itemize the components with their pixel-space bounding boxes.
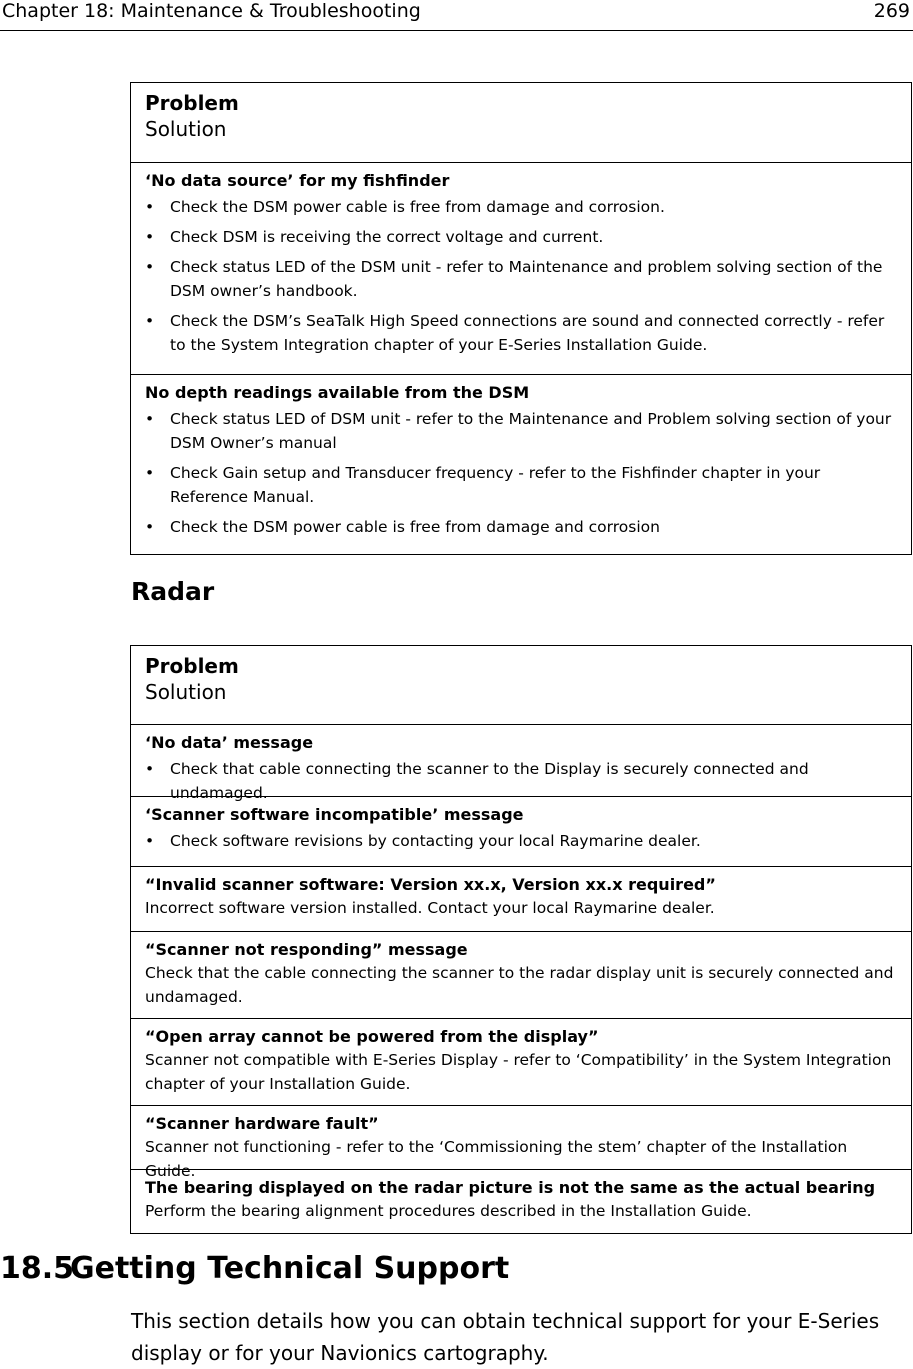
- problem-title: ‘Scanner software incompatible’ message: [145, 805, 524, 824]
- table-row: [131, 162, 911, 374]
- problem-title: “Scanner not responding” message: [145, 940, 468, 959]
- section-number: 18.5: [0, 1251, 75, 1286]
- problem-title: ‘No data’ message: [145, 733, 314, 752]
- table-row: [131, 1169, 911, 1233]
- table-row: [131, 796, 911, 866]
- problem-title: The bearing displayed on the radar picture is not the same as the actual bearing: [145, 1178, 876, 1197]
- page-number: 269: [873, 0, 910, 22]
- table-row: [131, 1105, 911, 1180]
- bullet-icon: •: [145, 198, 155, 216]
- solution-text: Perform the bearing alignment procedures described in the Installation Guide.: [145, 1202, 752, 1220]
- bullet-icon: •: [145, 312, 155, 330]
- solution-list: [145, 407, 897, 539]
- list-item: • Check status LED of the DSM unit - refer to Maintenance and problem solving section of the DSM owner’s handbook.: [145, 255, 897, 303]
- bullet-icon: •: [145, 518, 155, 536]
- column-header-problem: Problem: [145, 91, 239, 115]
- problem-title: No depth readings available from the DSM: [145, 383, 530, 402]
- list-item: • Check Gain setup and Transducer frequency - refer to the Fishfinder chapter in your Reference Manual.: [145, 461, 897, 509]
- table-row: [131, 866, 911, 931]
- list-item: • Check the DSM power cable is free from damage and corrosion: [145, 515, 897, 539]
- solution-list: [145, 195, 897, 357]
- list-item: • Check the DSM’s SeaTalk High Speed connections are sound and connected correctly - refer to the System Integration chapter of your E-Series Installation Guide.: [145, 309, 897, 357]
- bullet-icon: •: [145, 760, 155, 778]
- table-row: [131, 931, 911, 1018]
- bullet-icon: •: [145, 410, 155, 428]
- table-header-row: [131, 646, 911, 724]
- chapter-title: Chapter 18: Maintenance & Troubleshooting: [2, 0, 421, 22]
- problem-title: “Invalid scanner software: Version xx.x, Version xx.x required”: [145, 875, 716, 894]
- column-header-solution: Solution: [145, 117, 227, 141]
- bullet-icon: •: [145, 258, 155, 276]
- solution-text: Incorrect software version installed. Contact your local Raymarine dealer.: [145, 899, 715, 917]
- section-title: Getting Technical Support: [70, 1251, 510, 1286]
- table-header-row: [131, 83, 911, 162]
- radar-heading: Radar: [131, 577, 215, 606]
- radar-troubleshooting-table: [130, 645, 912, 1234]
- table-row: [131, 724, 911, 802]
- column-header-solution: Solution: [145, 680, 227, 704]
- list-item: • Check the DSM power cable is free from damage and corrosion.: [145, 195, 897, 219]
- problem-title: “Open array cannot be powered from the display”: [145, 1027, 599, 1046]
- problem-title: ‘No data source’ for my fishfinder: [145, 171, 450, 190]
- solution-list: [145, 829, 897, 853]
- table-row: [131, 1018, 911, 1105]
- list-item: • Check status LED of DSM unit - refer to the Maintenance and Problem solving section of your DSM Owner’s manual: [145, 407, 897, 455]
- section-heading: [0, 1251, 509, 1286]
- column-header-problem: Problem: [145, 654, 239, 678]
- fishfinder-troubleshooting-table: [130, 82, 912, 555]
- solution-text: Scanner not compatible with E-Series Display - refer to ‘Compatibility’ in the System Integration chapter of your Installation Guide.: [145, 1051, 892, 1093]
- section-paragraph: This section details how you can obtain technical support for your E-Series display or for your Navionics cartography.: [131, 1309, 880, 1365]
- solution-text: Scanner not functioning - refer to the ‘Commissioning the stem’ chapter of the Installation Guide.: [145, 1138, 848, 1180]
- problem-title: “Scanner hardware fault”: [145, 1114, 379, 1133]
- list-item: • Check software revisions by contacting your local Raymarine dealer.: [145, 829, 897, 853]
- solution-text: Check that the cable connecting the scanner to the radar display unit is securely connected and undamaged.: [145, 964, 894, 1006]
- page-header: [0, 0, 913, 31]
- list-item: • Check DSM is receiving the correct voltage and current.: [145, 225, 897, 249]
- table-row: [131, 374, 911, 554]
- list-item: • Check that cable connecting the scanner to the Display is securely connected and undamaged.: [145, 757, 897, 805]
- bullet-icon: •: [145, 832, 155, 850]
- bullet-icon: •: [145, 228, 155, 246]
- solution-list: [145, 757, 897, 805]
- bullet-icon: •: [145, 464, 155, 482]
